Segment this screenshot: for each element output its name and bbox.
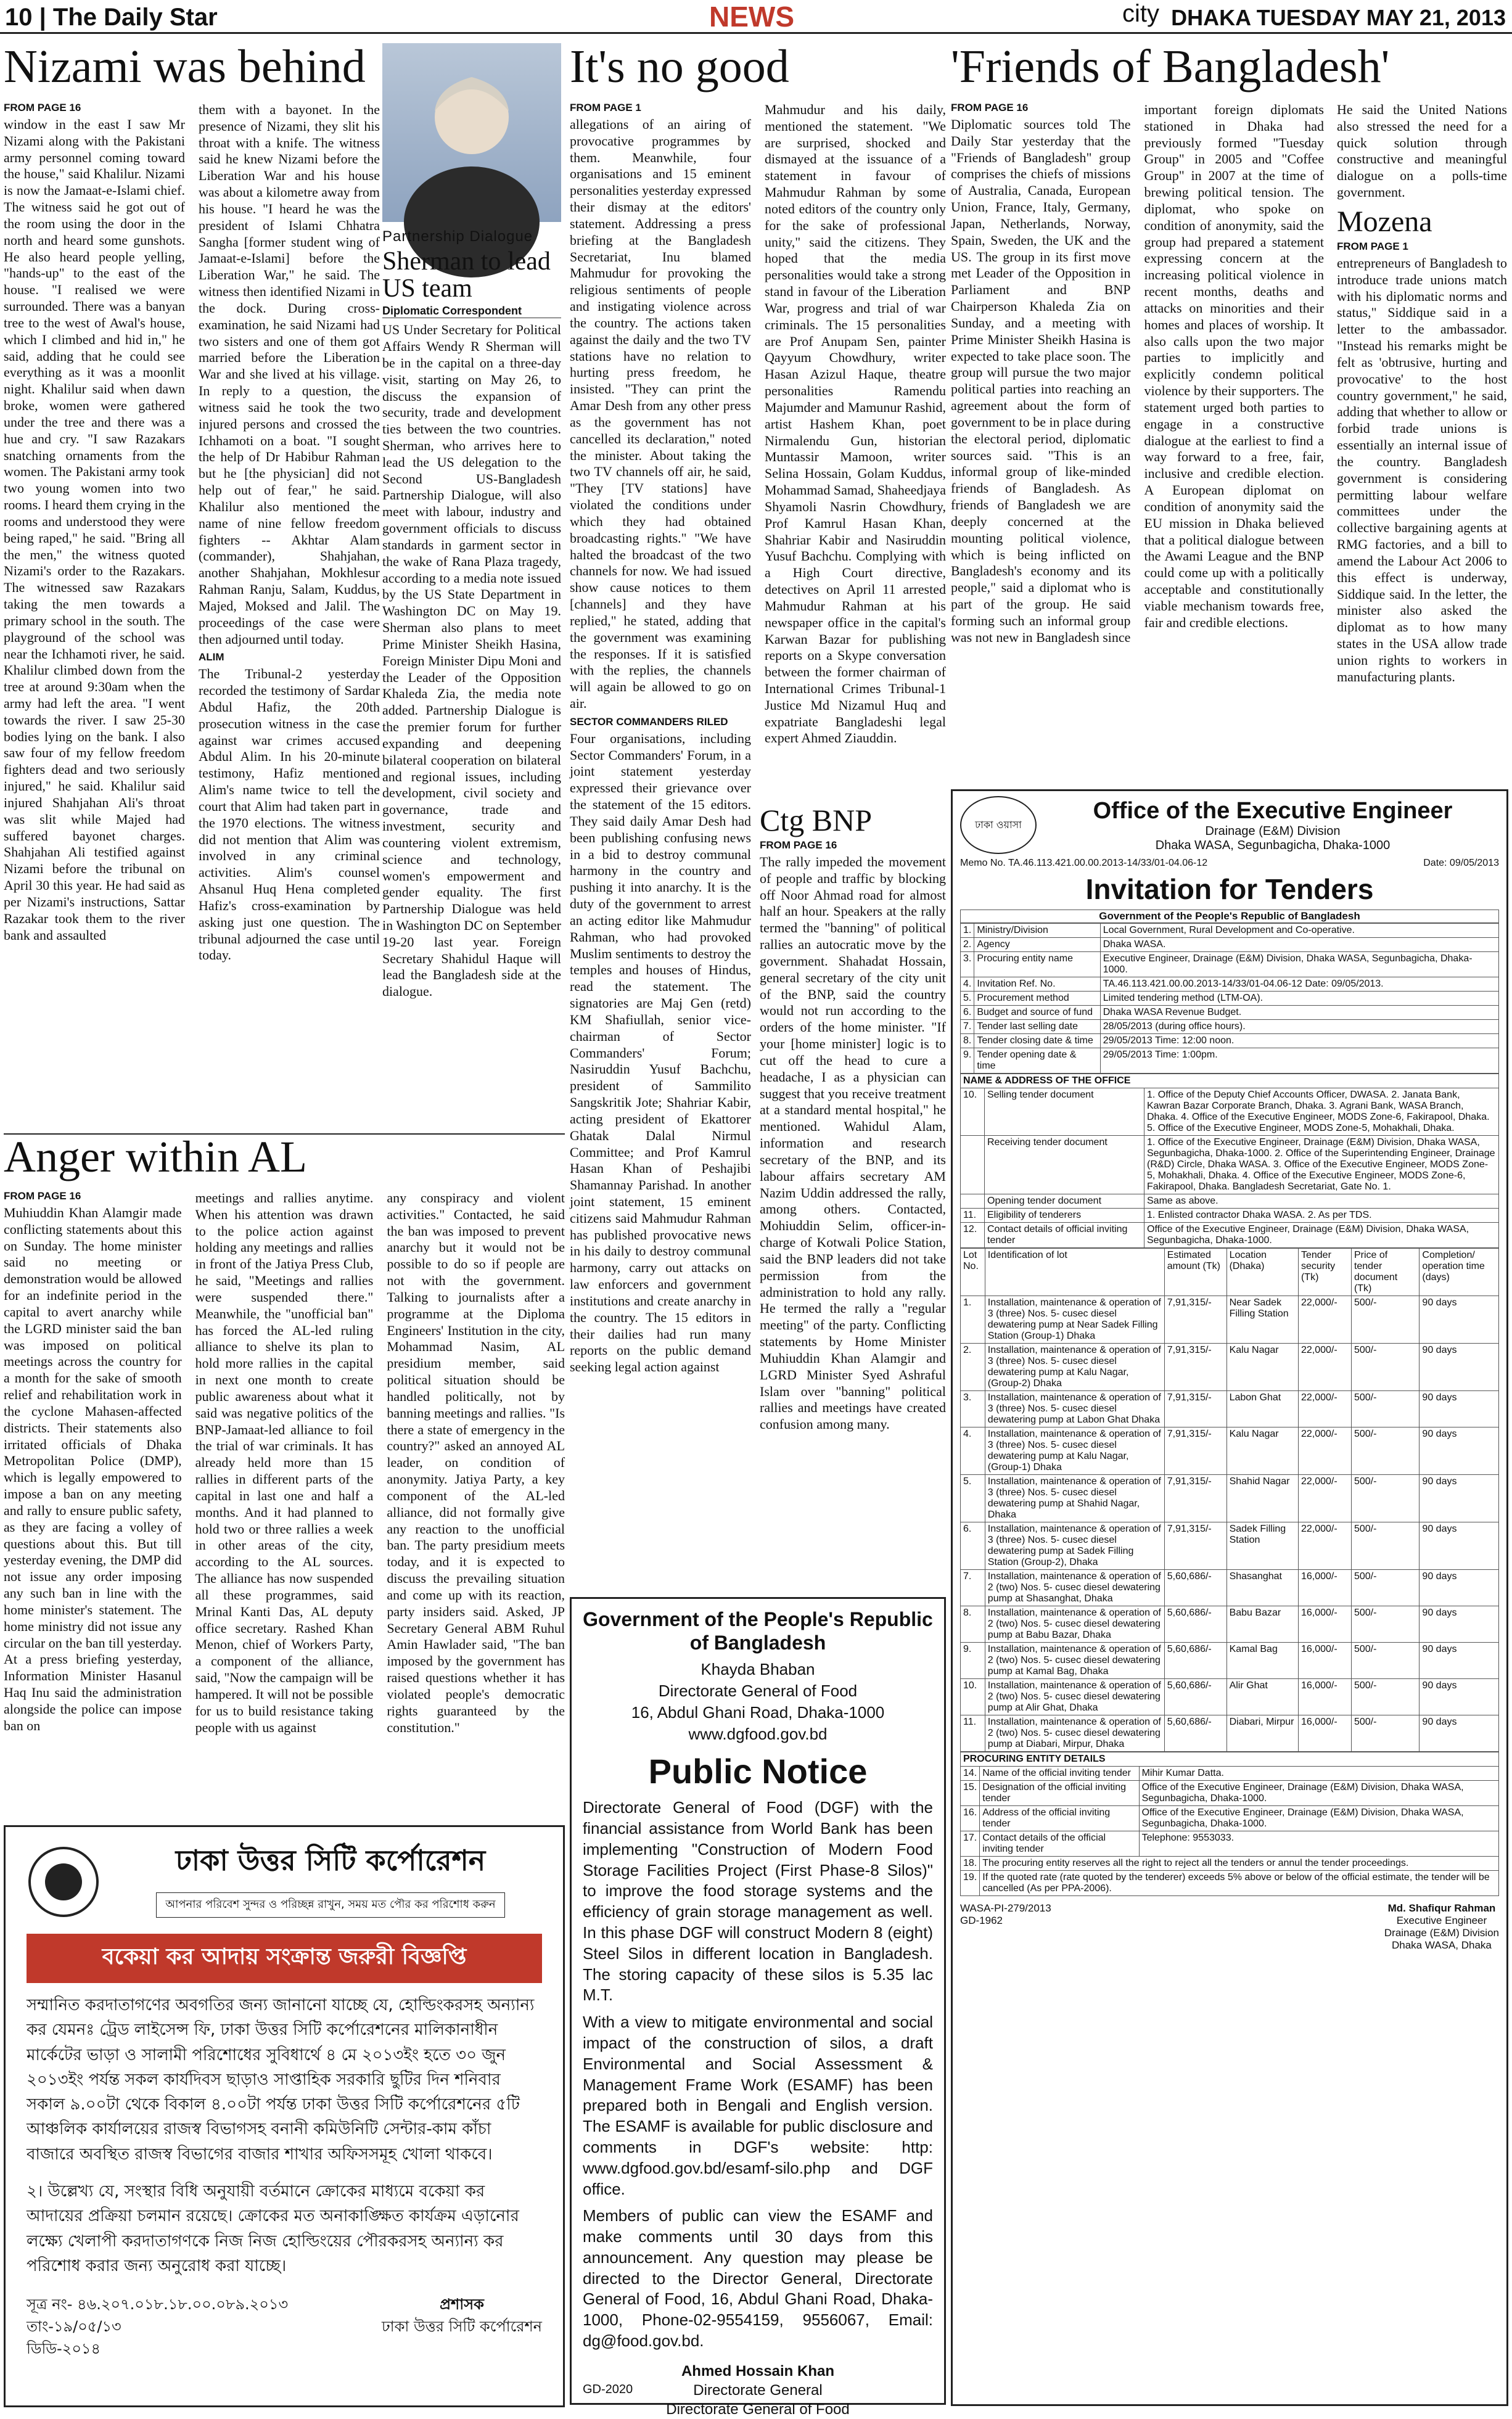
table-cell: 90 days (1420, 1643, 1499, 1679)
table-cell: Dhaka WASA Revenue Budget. (1100, 1006, 1498, 1020)
table-cell: Designation of the official inviting tender (980, 1781, 1139, 1806)
table-cell: Tender security (Tk) (1298, 1249, 1351, 1296)
table-cell: 29/05/2013 Time: 12:00 noon. (1100, 1034, 1498, 1048)
table-cell: Procuring entity name (974, 952, 1100, 977)
tender-title: Invitation for Tenders (1085, 873, 1374, 905)
table-cell: 7,91,315/- (1164, 1296, 1226, 1344)
contact-value: Office of the Executive Engineer, Drainage (E&M) Division, Dhaka WASA, Segunbagicha, Dhaka-1000. (1144, 1223, 1499, 1248)
ad-tender (951, 789, 1508, 2406)
dncc-title: বকেয়া কর আদায় সংক্রান্ত জরুরী বিজ্ঞপ্তি (27, 1934, 542, 1983)
tender-sig-title: Executive Engineer (1396, 1915, 1487, 1926)
tender-div: Drainage (E&M) Division (1205, 824, 1341, 838)
table-cell: Identification of lot (985, 1249, 1164, 1296)
dgf-sig-org: Directorate General of Food (666, 2401, 850, 2418)
table-row (961, 1020, 1499, 1034)
byline-sherman: Diplomatic Correspondent (382, 305, 561, 318)
table-cell: 90 days (1420, 1427, 1499, 1475)
table-cell: 90 days (1420, 1679, 1499, 1715)
table-cell: 9. (961, 1048, 974, 1074)
headline-sherman: Sherman to lead US team (382, 247, 551, 303)
nogood-col1b: Four organisations, including Sector Commanders' Forum, in a joint statement yesterday expressed their grievance over the statement of the 15 editors. They said daily Amar Desh had been publishing confusing news in a bid to destroy communal harmony in the country and pushing it into anarchy. It is the duty of the government to arrest an acting editor like Mahmudur Rahman, who had provoked Muslim sentiments to destroy the temples and houses of Hindus, read the statement. The signatories are Maj Gen (retd) KM Shafiullah, senior vice-chairman of Sector Commanders' Forum; Nasiruddin Yusuf Bachchu, president of Sammilito Sangskritik Jote; Shahriar Kabir, acting president of Ekattorer Ghatak Dalal Nirmul Committee; and Prof Kamrul Hasan Khan of Peshajibi Shamannay Parishad. In another joint statement, 15 eminent citizens said Mahmudur Rahman has published provocative news in his daily to destroy communal harmony, carry out attacks on law enforcers and government institutions and create anarchy in the country. The 15 editors in their dailies had run many reports on the public demand seeking legal action against (570, 730, 751, 1375)
table-cell: Invitation Ref. No. (974, 977, 1100, 992)
tender-office-table: NAME & ADDRESS OF THE OFFICE 10. Selling tender document 1. Office of the Deputy Chief Accounts Officer, DWASA. 2. Janata Bank, Kawran Bazar Corporate Branch, Dhaka. 3. Agrani Bank, WASA Branch, Dhaka. 4. Office of the Executive Engineer, MODS Zone-6, Fakirapool, Dhaka. 5. Office of the Executive Engineer, MODS Zone-5, Mohakhali, Dhaka. Receiving tender document 1. Office of the Executive Engineer, Drainage (E&M) Division, Dhaka WASA, Segunbagicha, Dhaka-1000. 2. Office of the Superintending Engineer, Drainage (R&D) Circle, Dhaka WASA. 3. Office of the Executive Engineer, MODS Zone-5, Mohakhali, Dhaka. 4. Office of the Executive Engineer, MODS Zone-6, Fakirapool, Dhaka. Bangladesh Secretariat, Gate No. 1. Opening tender document Same as above. 11. Eligibility of tenderers 1. Enlisted contractor Dhaka WASA. 2. As per TDS. 12. Contact details of official inviting tender Office of the Executive Engineer, Drainage (E&M) Division, Dhaka WASA, Segunbagicha, Dhaka-1000. (960, 1074, 1499, 1248)
table-cell: Installation, maintenance & operation of 3 (three) Nos. 5- cusec diesel dewatering pump at Kalu Nagar, (Group-1) Dhaka (985, 1427, 1164, 1475)
table-cell: Installation, maintenance & operation of 2 (two) Nos. 5- cusec diesel dewatering pump at Shasanghat, Dhaka (985, 1570, 1164, 1606)
jump-from: FROM PAGE 16 (4, 1190, 81, 1202)
table-row (961, 1715, 1499, 1752)
table-row (961, 924, 1499, 938)
table-cell: 22,000/- (1298, 1296, 1351, 1344)
table-cell: Installation, maintenance & operation of 2 (two) Nos. 5- cusec diesel dewatering pump at Alir Ghat, Dhaka (985, 1679, 1164, 1715)
table-cell: 500/- (1351, 1522, 1419, 1570)
tender-date: Date: 09/05/2013 (1423, 858, 1499, 868)
table-row (961, 1391, 1499, 1427)
table-row (961, 1781, 1499, 1806)
friends-col3: He said the United Nations also stressed the need for a quick solution through constructive and meaningful dialogue on a polls-time government. (1337, 102, 1507, 200)
table-row (961, 1806, 1499, 1831)
table-row (961, 1767, 1499, 1781)
ad-dncc (4, 1825, 565, 2407)
tender-addr: Dhaka WASA, Segunbagicha, Dhaka-1000 (1155, 838, 1391, 852)
nizami-body (4, 102, 380, 1125)
table-cell: Tender last selling date (974, 1020, 1100, 1034)
friends-col1: Diplomatic sources told The Daily Star yesterday that the "Friends of Bangladesh" group comprises the chiefs of missions of Australia, Canada, European Union, France, Italy, Germany, Japan, Netherlands, Norway, Spain, Sweden, the UK and the US. The group in its first move met Leader of the Opposition in Parliament and BNP Chairperson Khaleda Zia on Sunday, and a meeting with Prime Minister Sheikh Hasina is expected to take place soon. The group will pursue the two major political parties into reaching an agreement about the form of government to be in place during the electoral period, diplomatic sources said. "This is an informal group of like-minded friends of Bangladesh. As friends of Bangladesh we are deeply concerned at the mounting political violence, which is being inflicted on Bangladesh's economy and its people," said a diplomat who is part of the group. He said forming such an informal group was not new in Bangladesh since (951, 117, 1131, 645)
dgf-para1: Directorate General of Food (DGF) with the financial assistance from World Bank has been implementing "Construction of Modern Food Storage Facilities Project (First Phase-8 Silos)" to improve the food storage systems and the efficiency of grain storage management as well. In this phase DGF will construct Modern 8 (eight) Steel Silos in different location in Bangladesh. The storing capacity of these silos is 5.35 lac M.T. (583, 1798, 933, 2005)
article-ctg (760, 805, 946, 1554)
table-cell: 500/- (1351, 1475, 1419, 1522)
nizami-col1: window in the east I saw Mr Nizami along with the Pakistani army personnel coming toward the house," said Khalilur. Nizami is now the Jamaat-e-Islami chief. The witness said he got out of the room using the door in the north and heard some gunshots. He also heard people yelling, "hands-up" to the east of the house. "I realised we were surrounded. There was a banyan tree to the west of Awal's house, which I climbed and hid in," he said, adding that he could see everything as it was a moonlit night. Khalilur said when dawn broke, women were gathered under the tree and there was a hue and cry. "I saw Razakars snatching ornaments from the women. The Pakistani army took two young women into two rooms. I heard them crying in the rooms and understood they were being raped," he said. "Bring all the men," the witness quoted Nizami's order to the Razakars. The witnessed saw Razakars taking the men towards a primary school in the south. The playground of the school was near the Ichhamoti river, he said. Khalilur climbed down from the tree at around 9:30am when the army had left the area. "I went towards the river. I saw 25-30 bodies lying on the bank. I also saw four of my fellow freedom fighters dead and two seriously injured," he said. Khalilur said injured Shahjahan Ali's throat was slit while Majed had suffered bayonet charges. Shahjahan Ali testified against Nizami before the tribunal on April 30 this year. He had said as per Nizami's instructions, Sattar Razakar took them to the river bank and assaulted (4, 117, 185, 943)
table-cell: 5,60,686/- (1164, 1643, 1226, 1679)
anger-col2: meetings and rallies anytime. When his attention was drawn to the police action against holding any meetings and rallies in front of the Jatiya Press Club, he said, "Meetings and rallies were suspended there." Meanwhile, the "unofficial ban" has forced the AL-led ruling alliance to shelve its plan to hold more rallies in the capital in next one month to create public awareness about what it said was negative politics of the BNP-Jamaat-led alliance to foil the trial of war criminals. It has already held more than 15 rallies in different parts of the capital in last one and half a months. And it had planned to hold two or three rallies a week in other areas of the city, according to the AL sources. The alliance has now suspended all these programmes, said Mrinal Kanti Das, AL deputy office secretary. Rashed Khan Menon, chief of Workers Party, a component of the alliance, said, "Now the campaign will be hampered. It will not be possible for us to build resistance taking people with us against (195, 1190, 374, 1735)
table-cell: 16,000/- (1298, 1606, 1351, 1643)
table-cell: 6. (961, 1006, 974, 1020)
note-19: If the quoted rate (rate quoted by the tenderer) exceeds 5% above or below of the official estimate, the tender will be cancelled (As per PPA-2006). (980, 1871, 1499, 1896)
table-cell: 90 days (1420, 1296, 1499, 1344)
table-cell: Tender closing date & time (974, 1034, 1100, 1048)
elig-label: Eligibility of tenderers (985, 1209, 1144, 1223)
table-cell: 22,000/- (1298, 1475, 1351, 1522)
masthead (0, 0, 1512, 34)
table-cell: Near Sadek Filling Station (1226, 1296, 1298, 1344)
open-label: Opening tender document (985, 1194, 1144, 1209)
table-cell: Completion/ operation time (days) (1420, 1249, 1499, 1296)
table-cell: Installation, maintenance & operation of 3 (three) Nos. 5- cusec diesel dewatering pump at Sadek Filling Station (Group-2), Dhaka (985, 1522, 1164, 1570)
mozena-body: entrepreneurs of Bangladesh to introduce trade unions match with his diplomatic norms and status," Siddique said in a letter to the ambassador. "Instead his remarks might be felt as 'obtrusive, hurting and provocative' to the host country government," he said, adding that whether to allow or forbid trade unions is essentially an internal issue of the country. Bangladesh government is considering permitting labour welfare committees under the collective bargaining agents at RMG factories, and a bill to amend the Labour Act 2006 to this effect is underway, Siddique said. In the letter, the minister also asked the diplomat as to how many states in the USA allow trade union rights to workers in manufacturing plants. (1337, 255, 1507, 684)
dgf-bhaban: Khayda Bhaban (701, 1659, 815, 1678)
table-cell: 9. (961, 1643, 985, 1679)
recv-value: 1. Office of the Executive Engineer, Drainage (E&M) Division, Dhaka WASA, Segunbagicha, Dhaka-1000. 2. Office of the Superintending Engineer, Drainage (R&D) Circle, Dhaka WASA. 3. Office of the Executive Engineer, MODS Zone-5, Mohakhali, Dhaka. 4. Office of the Executive Engineer, MODS Zone-6, Fakirapool, Dhaka. Bangladesh Secretariat, Gate No. 1. (1144, 1136, 1499, 1194)
nizami-col2b: The Tribunal-2 yesterday recorded the testimony of Sardar Abdul Hafiz, the 20th prosecution witness in the case against war crimes accused Abdul Alim. In his 20-minute testimony, Hafiz mentioned Alim's name twice to tell the court that Alim had taken part in the 1970 elections. The witness did not mention that Alim was involved in any criminal activities. Alim's counsel Ahsanul Huq Hena completed Hafiz's cross-examination by asking just one question. The tribunal adjourned the case until today. (199, 666, 380, 963)
ctg-body: The rally impeded the movement of people and traffic by blocking off Noor Ahmad road for almost half an hour. Speakers at the rally termed the "banning" of political rallies an autocratic move by the government. Shahadat Hossain, general secretary of the city unit of the BNP, said the country would not run according to the orders of the home minister. "If your [home minister] logic is to cut off the head to cure a headache, I as a physician can suggest that you receive treatment at a standard mental hospital," he mentioned. Wahidul Alam, information and research secretary of the BNP, and its labour affairs secretary AM Nazim Uddin addressed the rally, among others. Contacted, Mohiuddin Selim, officer-in-charge of Kotwali Police Station, said the BNP leaders did not take permission from the administration to hold any rally. He termed the rally a "regular meeting" of the party. Conflicting statements by Home Minister Muhiuddin Khan Alamgir and LGRD Minister Syed Ashraful Islam over "banning" political rallies and meetings have created confusion among many. (760, 854, 946, 1432)
table-cell: Estimated amount (Tk) (1164, 1249, 1226, 1296)
table-cell: 500/- (1351, 1391, 1419, 1427)
dncc-para2: ২। উল্লেখ্য যে, সংস্থার বিধি অনুযায়ী বর্তমানে ক্রোকের মাধ্যমে বকেয়া কর আদায়ের প্রক্রিয়া চলমান রয়েছে। ক্রোকের মত অনাকাঙ্ক্ষিত কার্যক্রম এড়ানোর লক্ষ্যে খেলাপী করদাতাগণকে নিজ নিজ হোল্ডিংয়ের পৌরকরসহ অন্যান্য কর পরিশোধ করার জন্য অনুরোধ করা যাচ্ছে। (27, 2182, 519, 2275)
tender-gov: Government of the People's Republic of Bangladesh (960, 910, 1499, 923)
headline-mozena: Mozena (1337, 205, 1432, 238)
dncc-memo: সূত্র নং- ৪৬.২০৭.০১৮.১৮.০০.০৮৯.২০১৩ (27, 2296, 289, 2314)
friends-body (951, 102, 1324, 774)
table-cell: Installation, maintenance & operation of 3 (three) Nos. 5- cusec diesel dewatering pump at Kalu Nagar, (Group-2) Dhaka (985, 1344, 1164, 1391)
table-cell: Telephone: 9553033. (1139, 1831, 1498, 1857)
anger-body (4, 1190, 565, 1819)
proc-head: PROCURING ENTITY DETAILS (961, 1752, 1499, 1767)
table-cell: 500/- (1351, 1296, 1419, 1344)
table-cell: Labon Ghat (1226, 1391, 1298, 1427)
table-cell: 500/- (1351, 1427, 1419, 1475)
paper-name: The Daily Star (52, 4, 218, 31)
table-row (961, 1006, 1499, 1020)
article-sherman (382, 228, 561, 1128)
article-nizami (4, 43, 374, 90)
table-cell: 16,000/- (1298, 1679, 1351, 1715)
table-cell: 29/05/2013 Time: 1:00pm. (1100, 1048, 1498, 1074)
table-cell: 28/05/2013 (during office hours). (1100, 1020, 1498, 1034)
table-row (961, 1570, 1499, 1606)
table-cell: 2. (961, 938, 974, 952)
table-row (961, 1831, 1499, 1857)
table-row (961, 1475, 1499, 1522)
table-cell: 7. (961, 1570, 985, 1606)
table-cell: Installation, maintenance & operation of 2 (two) Nos. 5- cusec diesel dewatering pump at Kamal Bag, Dhaka (985, 1643, 1164, 1679)
nogood-col1: allegations of an airing of provocative programmes by them. Meanwhile, four organisations and 15 eminent personalities yesterday expressed their dismay at the editors' statement. Addressing a press briefing at the Bangladesh Secretariat, Inu blamed Mahmudur for provoking the religious sentiments of people and instigating violence across the country. The actions taken against the daily and the two TV stations have no relation to hurting press freedom, he insisted. "They can print the Amar Desh from any other press as the government has not cancelled its declaration," noted the minister. About taking the two TV channels off air, he said, "They [TV stations] have violated the conditions under which they had obtained broadcasting rights." "We have halted the broadcast of the two channels for now. We had issued show cause notices to them [channels] and they have replied," he stated, adding that the government was examining the responses. If it is satisfied with the replies, the channels will again be allowed to go on air. (570, 117, 751, 711)
kicker-sherman: Partnership Dialogue (382, 228, 533, 245)
jump-from: FROM PAGE 16 (760, 839, 837, 851)
table-cell: 15. (961, 1781, 980, 1806)
table-cell: Diabari, Mirpur (1226, 1715, 1298, 1752)
table-cell: Installation, maintenance & operation of 3 (three) Nos. 5- cusec diesel dewatering pump at Labon Ghat Dhaka (985, 1391, 1164, 1427)
table-cell: Kamal Bag (1226, 1643, 1298, 1679)
headline-ctg: Ctg BNP (760, 803, 873, 837)
dgf-code: GD-2020 (583, 2383, 633, 2396)
table-cell: Office of the Executive Engineer, Drainage (E&M) Division, Dhaka WASA, Segunbagicha, Dhaka-1000. (1139, 1806, 1498, 1831)
table-cell: 7,91,315/- (1164, 1427, 1226, 1475)
table-cell: Price of tender document (Tk) (1351, 1249, 1419, 1296)
table-cell: 7,91,315/- (1164, 1391, 1226, 1427)
jump-from: FROM PAGE 1 (1337, 240, 1408, 252)
table-cell: 5. (961, 1475, 985, 1522)
table-row (961, 1034, 1499, 1048)
table-cell: 500/- (1351, 1570, 1419, 1606)
table-cell: Kalu Nagar (1226, 1427, 1298, 1475)
headline-friends: 'Friends of Bangladesh' (951, 41, 1390, 92)
dncc-org: ঢাকা উত্তর সিটি কর্পোরেশন (175, 1844, 486, 1877)
table-cell: 500/- (1351, 1606, 1419, 1643)
dgf-title: Public Notice (648, 1752, 868, 1791)
table-row (961, 1606, 1499, 1643)
headline-anger: Anger within AL (4, 1132, 307, 1181)
table-cell: 90 days (1420, 1606, 1499, 1643)
dgf-para2: With a view to mitigate environmental and social impact of the construction of silos, a draft Environmental and Social Assessment & Management Frame Work (ESAMF) has been prepared both in Bengali and English version. The ESAMF is available for public disclosure and comments in DGF's website: http: www.dgfood.gov.bd/esamf-silo.php and DGF office. (583, 2013, 933, 2198)
subhead-sector: SECTOR COMMANDERS RILED (570, 715, 728, 728)
elig-value: 1. Enlisted contractor Dhaka WASA. 2. As per TDS. (1144, 1209, 1499, 1223)
dgf-directorate: Directorate General of Food (658, 1681, 858, 1700)
table-cell: Sadek Filling Station (1226, 1522, 1298, 1570)
table-cell: Installation, maintenance & operation of 3 (three) Nos. 5- cusec diesel dewatering pump at Near Sadek Filling Station (Group-1) Dhaka (985, 1296, 1164, 1344)
table-cell: 5. (961, 992, 974, 1006)
table-cell: 3. (961, 952, 974, 977)
portrait-icon (382, 43, 561, 222)
table-cell: Babu Bazar (1226, 1606, 1298, 1643)
anger-col3: any conspiracy and violent activities." Contacted, he said the ban was imposed to prevent anarchy but it would not be possible to do so if people are not with the government. Talking to journalists after a programme at the Diploma Engineers' Institution in the city, Mohammad Nasim, AL presidium member, said political situation should be handled politically, not by banning meetings and rallies. "Is there a state of emergency in the country?" asked an annoyed AL leader, on condition of anonymity. Jatiya Party, a key component of the AL-led alliance, did not formally give any reaction to the unofficial ban. The party presidium meets today, and it is expected to discuss the prevailing situation and come up with its reaction, party insiders said. Asked, JP Secretary General ABM Ruhul Amin Hawlader said, "The ban imposed by the government has raised questions whether it has violated people's democratic rights guaranteed by the constitution." (387, 1190, 565, 1735)
open-value: Same as above. (1144, 1194, 1499, 1209)
table-row (961, 1643, 1499, 1679)
table-cell: Budget and source of fund (974, 1006, 1100, 1020)
table-cell: 5,60,686/- (1164, 1606, 1226, 1643)
table-row (961, 1344, 1499, 1391)
table-cell: 5,60,686/- (1164, 1715, 1226, 1752)
headline-nizami: Nizami was behind (4, 41, 366, 92)
jump-from: FROM PAGE 1 (570, 102, 641, 113)
tender-code2: GD-1962 (960, 1915, 1003, 1926)
table-row (961, 1427, 1499, 1475)
photo-sherman (382, 43, 561, 222)
table-cell: 5,60,686/- (1164, 1679, 1226, 1715)
table-cell: Mihir Kumar Datta. (1139, 1767, 1498, 1781)
table-cell: 16. (961, 1806, 980, 1831)
table-cell: 8. (961, 1606, 985, 1643)
table-row (961, 977, 1499, 992)
table-cell: 17. (961, 1831, 980, 1857)
dncc-code: ডিডি-২০১৪ (27, 2340, 101, 2358)
dgf-address: 16, Abdul Ghani Road, Dhaka-1000 (631, 1702, 885, 1722)
sell-value: 1. Office of the Deputy Chief Accounts Officer, DWASA. 2. Janata Bank, Kawran Bazar Corporate Branch, Dhaka. 3. Agrani Bank, WASA Branch, Dhaka. 4. Office of the Executive Engineer, MODS Zone-6, Fakirapool, Dhaka. 5. Office of the Executive Engineer, MODS Zone-5, Mohakhali, Dhaka. (1144, 1088, 1499, 1136)
table-row (961, 938, 1499, 952)
nogood-col2: Mahmudur and his daily, mentioned the statement. "We are surprised, shocked and dismayed at the issuance of a statement in favour of Mahmudur Rahman by some noted editors of the country only for the sake of professional unity," said the citizens. They hoped that the media personalities would take a strong stand in favour of the Liberation War, progress and trial of war criminals. The 15 personalities are Prof Anupam Sen, painter Qayyum Chowdhury, writer Hasan Azizul Haque, theatre personalities Ramendu Majumder and Mamunur Rashid, artist Hashem Khan, poet Nirmalendu Gun, historian Muntassir Mamoon, writer Selina Hossain, Golam Kuddus, Mohammad Samad, Shaheedjaya Shyamoli Nasrin Chowdhury, Prof Kamrul Hasan Khan, Shahriar Kabir and Nasiruddin Yusuf Bachchu. Complying with a High Court directive, detectives on April 11 arrested Mahmudur Rahman at his newspaper office in the capital's Karwan Bazar for publishing reports on a Skype conversation between the former chairman of International Crimes Tribunal-1 Justice Md Nizamul Huq and expatriate Bangladeshi legal expert Ahmed Ziauddin. (765, 102, 946, 746)
table-cell: Alir Ghat (1226, 1679, 1298, 1715)
table-cell: 22,000/- (1298, 1344, 1351, 1391)
table-cell: Shasanghat (1226, 1570, 1298, 1606)
dgf-sig-name: Ahmed Hossain Khan (681, 2362, 835, 2380)
table-cell: 500/- (1351, 1643, 1419, 1679)
friends-col2: important foreign diplomats stationed in Dhaka had previously formed "Tuesday Group" in 2005 and "Coffee Group" in 2007 at the time of brewing political tension. The diplomat, who spoke on condition of anonymity, said the group had prepared a statement expressing concern at the increasing political violence in recent months, deaths and attacks on minorities and their homes and places of worship. It also calls upon the two major parties to implicitly and explicitly condemn political violence by their supporters. The statement urged both parties to engage in a constructive dialogue at the earliest to find a way forward to a free, fair, inclusive and credible election. A European diplomat on condition of anonymity said the EU mission in Dhaka believed that a political dialogue between the Awami League and the BNP could come up with a politically acceptable and constitutionally viable mechanism towards free, fair and credible elections. (1144, 102, 1324, 630)
table-cell: 22,000/- (1298, 1522, 1351, 1570)
table-cell: 90 days (1420, 1570, 1499, 1606)
table-cell: Contact details of the official inviting tender (980, 1831, 1139, 1857)
table-row (961, 1679, 1499, 1715)
table-header-row (961, 1249, 1499, 1296)
sell-label: Selling tender document (985, 1088, 1144, 1136)
tender-proc-table: PROCURING ENTITY DETAILS 14. Name of the official inviting tender Mihir Kumar Datta. 15. Designation of the official inviting tender Office of the Executive Engineer, Drainage (E&M) Division, Dhaka WASA, Segunbagicha, Dhaka-1000. 16. Address of the official inviting tender Office of the Executive Engineer, Drainage (E&M) Division, Dhaka WASA, Segunbagicha, Dhaka-1000. 17. Contact details of the official inviting tender Telephone: 9553033. 18. The procuring entity reserves all the right to reject all the tenders or annul the tender proceedings. 19. If the quoted rate (rate quoted by the tenderer) exceeds 5% above or below of the official estimate, the tender will be cancelled (As per PPA-2006). (960, 1752, 1499, 1896)
table-cell: Ministry/Division (974, 924, 1100, 938)
dncc-slogan: আপনার পরিবেশ সুন্দর ও পরিচ্ছন্ন রাখুন, সময় মত পৌর কর পরিশোধ করুন (156, 1892, 505, 1918)
tender-office: Office of the Executive Engineer (1093, 797, 1453, 824)
table-cell: Agency (974, 938, 1100, 952)
table-cell: 22,000/- (1298, 1427, 1351, 1475)
article-anger (4, 1133, 565, 1179)
subhead-alim: ALIM (199, 651, 224, 663)
table-row (961, 1296, 1499, 1344)
table-cell: 16,000/- (1298, 1570, 1351, 1606)
table-cell: 4. (961, 977, 974, 992)
tender-sig-org: Dhaka WASA, Dhaka (1391, 1939, 1492, 1951)
table-cell: Dhaka WASA. (1100, 938, 1498, 952)
wasa-logo-text: ঢাকা ওয়াসা (975, 818, 1022, 831)
table-row (961, 1522, 1499, 1570)
table-cell: 11. (961, 1715, 985, 1752)
table-cell: 16,000/- (1298, 1643, 1351, 1679)
tender-lots-table (960, 1248, 1499, 1752)
table-cell: 90 days (1420, 1344, 1499, 1391)
jump-from: FROM PAGE 16 (4, 102, 81, 113)
dateline: DHAKA TUESDAY MAY 21, 2013 (1171, 5, 1506, 30)
table-cell: Installation, maintenance & operation of 3 (three) Nos. 5- cusec diesel dewatering pump at Shahid Nagar, Dhaka (985, 1475, 1164, 1522)
table-cell: 500/- (1351, 1344, 1419, 1391)
table-cell: 500/- (1351, 1679, 1419, 1715)
contact-label: Contact details of official inviting tender (985, 1223, 1144, 1248)
table-cell: 1. (961, 1296, 985, 1344)
table-cell: 7,91,315/- (1164, 1344, 1226, 1391)
table-cell: Shahid Nagar (1226, 1475, 1298, 1522)
table-cell: 500/- (1351, 1715, 1419, 1752)
table-cell: Limited tendering method (LTM-OA). (1100, 992, 1498, 1006)
subsection-label: city (1122, 0, 1159, 27)
table-cell: TA.46.113.421.00.00.2013-14/33/01-04.06-12 Date: 09/05/2013. (1100, 977, 1498, 992)
table-cell: Address of the official inviting tender (980, 1806, 1139, 1831)
article-friends (951, 43, 1506, 90)
dncc-para1: সম্মানিত করদাতাগণের অবগতির জন্য জানানো যাচ্ছে যে, হোল্ডিংকরসহ অন্যান্য কর যেমনঃ ট্রেড লাইসেন্স ফি, ঢাকা উত্তর সিটি কর্পোরেশনের মালিকানাধীন মার্কেটের ভাড়া ও সালামী পরিশোধের সুবিধার্থে ৪ মে ২০১৩ইং হতে ৩০ জুন ২০১৩ইং পর্যন্ত সকল কার্যদিবস ছাড়াও সাপ্তাহিক সরকারি ছুটির দিন শনিবার সকাল ৯.০০টা থেকে বিকাল ৪.০০টা পর্যন্ত ঢাকা উত্তর সিটি কর্পোরেশনের ৫টি আঞ্চলিক কার্যালয়ের রাজস্ব বিভাগসহ বনানী কমিউনিটি সেন্টার-কাম কাঁচা বাজারে অবস্থিত রাজস্ব বিভাগের বাজার শাখার অফিসসমূহ খোলা থাকবে। (27, 1996, 535, 2164)
recv-label: Receiving tender document (985, 1136, 1144, 1194)
dgf-para3: Members of public can view the ESAMF and make comments until 30 days from this announcement. Any question may please be directed to the Director General, Directorate General of Food, 16, Abdul Ghani Road, Dhaka-1000, Phone-02-9554159, 9556067, Email: dg@food.gov.bd. (583, 2206, 933, 2351)
page-number: 10 | The Daily Star (5, 4, 218, 31)
tender-code1: WASA-PI-279/2013 (960, 1902, 1051, 1914)
dgf-gov: Government of the People's Republic of Bangladesh (583, 1608, 933, 1654)
table-cell: 22,000/- (1298, 1391, 1351, 1427)
headline-nogood: It's no good (570, 41, 789, 92)
dncc-admin: প্রশাসক (440, 2296, 484, 2314)
dncc-logo-icon (27, 1845, 101, 1919)
table-cell: 14. (961, 1767, 980, 1781)
nizami-col2: them with a bayonet. In the presence of Nizami, they slit his throat with a knife. The witness said he knew Nizami before the Liberation War and his house was about a kilometre away from his house. "I heard he was the president of Islami Chhatra Sangha [former student wing of Jamaat-e-Islami] before the Liberation War," he said. The witness then identified Nizami in the dock. During cross-examination, he said Nizami had two sisters and one of them got married before the Liberation War and she lived at his village. In reply to a question, the witness said he took the two injured persons and crossed the Ichhamoti on a boat. "I sought the help of Dr Habibur Rahman but he [the physician] did not help out of fear," he said. Khalilur also mentioned the name of nine fellow freedom fighters -- Akhtar Alam (commander), Shahjahan, another Shahjahan, Mokhlesur Rahman Ranju, Salam, Kuddus, Majed, Moksed and Jalil. The proceedings of the case were then adjourned until today. (199, 102, 380, 647)
dgf-sig-title: Directorate General (693, 2382, 823, 2399)
tender-sig-div: Drainage (E&M) Division (1384, 1927, 1499, 1939)
dncc-admin-org: ঢাকা উত্তর সিটি কর্পোরেশন (382, 2318, 542, 2336)
article-nogood (570, 43, 940, 90)
jump-from: FROM PAGE 16 (951, 102, 1029, 113)
wasa-logo-icon (960, 796, 1037, 854)
table-row (961, 992, 1499, 1006)
table-cell: 90 days (1420, 1715, 1499, 1752)
ad-dgf (570, 1597, 946, 2418)
table-cell: Procurement method (974, 992, 1100, 1006)
table-cell: 2. (961, 1344, 985, 1391)
dgf-website: www.dgfood.gov.bd (688, 1725, 828, 1744)
table-cell: Location (Dhaka) (1226, 1249, 1298, 1296)
sherman-body: US Under Secretary for Political Affairs Wendy R Sherman will be in the capital on a three-day visit, starting on May 26, to discuss the expansion of security, trade and development ties between the two countries. Sherman, who arrives here to lead the US delegation to the Second US-Bangladesh Partnership Dialogue, will also meet with labour, industry and government officials to discuss standards in garment sector in the wake of Rana Plaza tragedy, according to a media note issued by the US State Department in Washington DC on May 19. Sherman also plans to meet Prime Minister Sheikh Hasina, Foreign Minister Dipu Moni and the Leader of the Opposition Khaleda Zia, the media note added. Partnership Dialogue is the premier forum for further expanding and deepening bilateral cooperation on bilateral and regional issues, including development, civil society and governance, trade and investment, security and countering violent extremism, science and technology, women's empowerment and gender equality. The first Partnership Dialogue was held in Washington DC on September 19-20 last year. Foreign Secretary Shahidul Haque will lead the Bangladesh side at the dialogue. (382, 322, 561, 1000)
table-cell: 90 days (1420, 1391, 1499, 1427)
name-addr-head: NAME & ADDRESS OF THE OFFICE (961, 1074, 1499, 1088)
table-cell: 90 days (1420, 1522, 1499, 1570)
table-cell: 7,91,315/- (1164, 1475, 1226, 1522)
table-cell: Name of the official inviting tender (980, 1767, 1139, 1781)
table-row (961, 1048, 1499, 1074)
table-cell: 16,000/- (1298, 1715, 1351, 1752)
table-cell: 8. (961, 1034, 974, 1048)
table-cell: Local Government, Rural Development and Co-operative. (1100, 924, 1498, 938)
tender-info-table (960, 923, 1499, 1074)
table-cell: 10. (961, 1679, 985, 1715)
table-cell: Tender opening date & time (974, 1048, 1100, 1074)
note-18: The procuring entity reserves all the right to reject all the tenders or annul the tender proceedings. (980, 1857, 1499, 1871)
table-cell: 7. (961, 1020, 974, 1034)
table-cell: Executive Engineer, Drainage (E&M) Division, Dhaka WASA, Segunbagicha, Dhaka-1000. (1100, 952, 1498, 977)
friends-col3-mozena (1337, 102, 1507, 774)
tender-sig-name: Md. Shafiqur Rahman (1387, 1902, 1496, 1914)
table-cell: Lot No. (961, 1249, 985, 1296)
table-cell: 5,60,686/- (1164, 1570, 1226, 1606)
anger-col1: Muhiuddin Khan Alamgir made conflicting statements about this on Sunday. The home minister said no meeting or demonstration would be allowed for an indefinite period in the capital to avert anarchy while the LGRD minister said the ban was imposed on political meetings across the country for a month for the sake of smooth relief and rehabilitation work in the cyclone Mahasen-affected districts. Their statements also irritated officials of Dhaka Metropolitan Police (DMP), which is legally empowered to impose a ban on any meeting and rally to ensure public safety, as they are facing a volley of questions about this. But till yesterday evening, the DMP did not issue any order imposing any such ban in line with the home minister's statement. The home ministry did not issue any circular on the ban till yesterday. At a press briefing yesterday, Information Minister Hasanul Haq Inu said the administration alongside the police can impose ban on (4, 1205, 182, 1733)
table-row (961, 952, 1499, 977)
section-label: NEWS (709, 1, 794, 33)
table-cell: 4. (961, 1427, 985, 1475)
table-cell: 90 days (1420, 1475, 1499, 1522)
table-cell: Office of the Executive Engineer, Drainage (E&M) Division, Dhaka WASA, Segunbagicha, Dhaka-1000. (1139, 1781, 1498, 1806)
table-cell: 6. (961, 1522, 985, 1570)
table-cell: Kalu Nagar (1226, 1344, 1298, 1391)
tender-memo: Memo No. TA.46.113.421.00.00.2013-14/33/01-04.06-12 (960, 858, 1208, 868)
table-cell: 7,91,315/- (1164, 1522, 1226, 1570)
table-cell: 3. (961, 1391, 985, 1427)
dncc-date: তাং-১৯/০৫/১৩ (27, 2318, 121, 2336)
table-cell: 1. (961, 924, 974, 938)
table-cell: Installation, maintenance & operation of 2 (two) Nos. 5- cusec diesel dewatering pump at Diabari, Mirpur, Dhaka (985, 1715, 1164, 1752)
table-cell: Installation, maintenance & operation of 2 (two) Nos. 5- cusec diesel dewatering pump at Babu Bazar, Dhaka (985, 1606, 1164, 1643)
